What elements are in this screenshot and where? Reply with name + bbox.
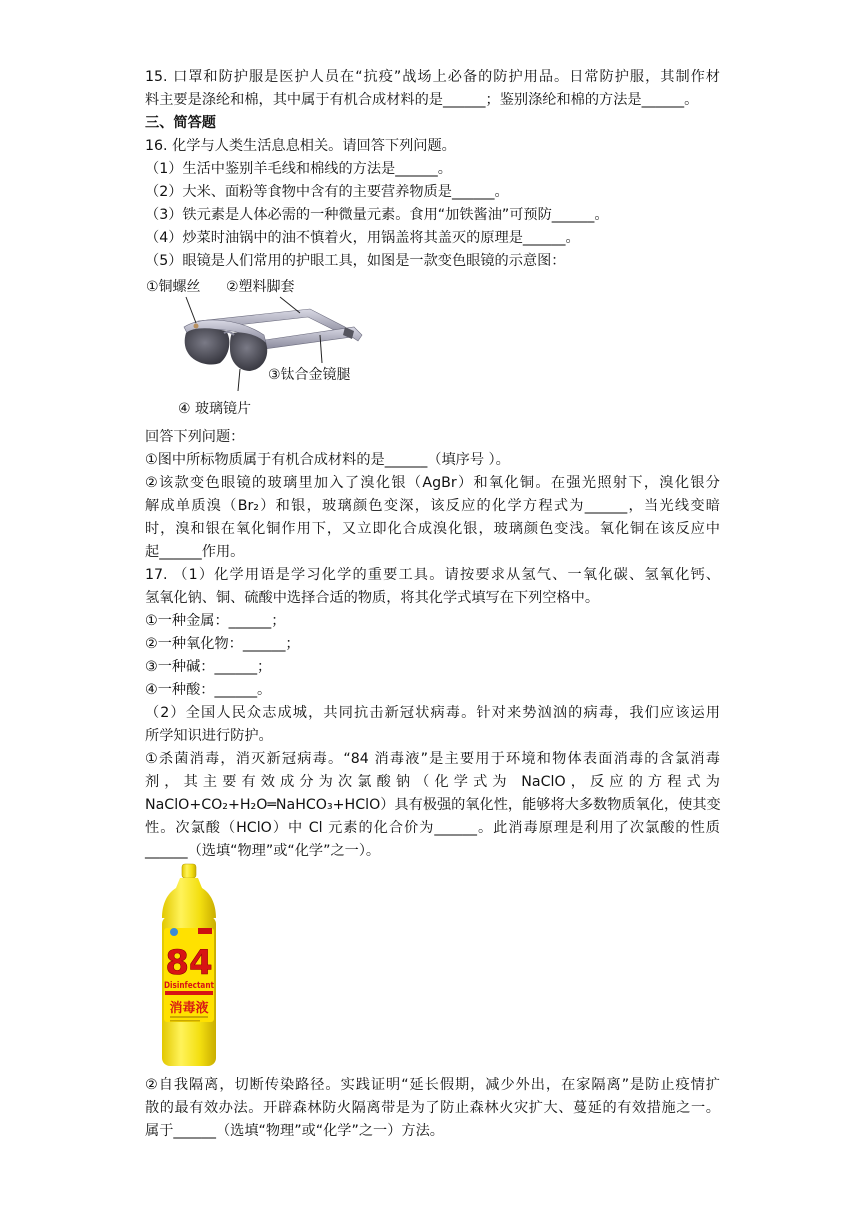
q17-isolation-line-3: 属于______（选填“物理”或“化学”之一）方法。	[145, 1123, 444, 1139]
label-plastic-sleeve: ②塑料脚套	[226, 279, 295, 295]
q17-disinfect-line-4: 性。次氯酸（HClO）中 Cl 元素的化合价为______。此消毒原理是利用了次氯酸的性质	[145, 820, 720, 836]
q17-disinfect-line-1: ①杀菌消毒，消灭新冠病毒。“84 消毒液”是主要用于环境和物体表面消毒的含氯消毒	[145, 751, 720, 767]
q16-part-4: （4）炒菜时油锅中的油不慎着火，用锅盖将其盖灭的原理是______。	[145, 230, 580, 246]
q17-item-1: ①一种金属：______；	[145, 613, 286, 629]
sunglasses-figure	[140, 275, 380, 423]
left-lens-shape	[185, 328, 230, 364]
bottle-label-cn: 消毒液	[169, 1001, 209, 1016]
q16-part-1: （1）生活中鉴别羊毛线和棉线的方法是______。	[145, 161, 452, 177]
q17-line-2: 氢氧化钠、铜、硫酸中选择合适的物质，将其化学式填写在下列空格中。	[145, 590, 600, 606]
label-copper-screw: ①铜螺丝	[146, 279, 201, 295]
q17-item-3: ③一种碱：______；	[145, 659, 272, 675]
q17-disinfect-line-2: 剂，其主要有效成分为次氯酸钠（化学式为 NaClO，反应的方程式为	[145, 774, 720, 790]
q17-part-2-line-2: 所学知识进行防护。	[145, 728, 273, 744]
q16-sub-2-line-4: 起______作用。	[145, 544, 245, 560]
q17-part-2-line-1: （2）全国人民众志成城，共同抗击新冠状病毒。针对来势汹汹的病毒，我们应该运用	[145, 705, 720, 721]
label-titanium-temple: ③钛合金镜腿	[268, 367, 351, 383]
q16-stem: 16. 化学与人类生活息息相关。请回答下列问题。	[145, 138, 456, 154]
label-glass-lens: ④ 玻璃镜片	[178, 401, 252, 417]
q16-sub-1: ①图中所标物质属于有机合成材料的是______（填序号 ）。	[145, 452, 510, 468]
section-heading: 三、简答题	[145, 115, 216, 131]
q16-sub-2-line-1: ②该款变色眼镜的玻璃里加入了溴化银（AgBr）和氧化铜。在强光照射下，溴化银分	[145, 475, 720, 491]
q16-part-2: （2）大米、面粉等食物中含有的主要营养物质是______。	[145, 184, 509, 200]
q16-sub-2-line-2: 解成单质溴（Br₂）和银，玻璃颜色变深，该反应的化学方程式为______，当光线变暗	[145, 498, 720, 514]
q15-line-1: 15. 口罩和防护服是医护人员在“抗疫”战场上必备的防护用品。日常防护服，其制作材	[145, 69, 720, 85]
q15-line-2: 料主要是涤纶和棉，其中属于有机合成材料的是______；鉴别涤纶和棉的方法是______。	[145, 92, 699, 108]
q17-isolation-line-2: 散的最有效办法。开辟森林防火隔离带是为了防止森林火灾扩大、蔓延的有效措施之一。	[145, 1100, 720, 1116]
q17-disinfect-line-5: ______（选填“物理”或“化学”之一）。	[145, 843, 381, 859]
q17-disinfect-line-3: NaClO+CO₂+H₂O═NaHCO₃+HClO）具有极强的氧化性，能够将大多数物质氧化，使其变	[145, 797, 721, 813]
q17-line-1: 17. （1）化学用语是学习化学的重要工具。请按要求从氢气、一氧化碳、氢氧化钙、	[145, 567, 720, 583]
q17-isolation-line-1: ②自我隔离，切断传染路径。实践证明“延长假期，减少外出，在家隔离”是防止疫情扩	[145, 1077, 720, 1093]
q16-sub-2-line-3: 时，溴和银在氧化铜作用下，又立即化合成溴化银，玻璃颜色变浅。氧化铜在该反应中	[145, 521, 720, 537]
q16-part-3: （3）铁元素是人体必需的一种微量元素。食用“加铁酱油”可预防______。	[145, 207, 609, 223]
disinfectant-bottle-figure	[158, 862, 224, 1072]
bottle-label-disinfectant: Disinfectant	[164, 981, 214, 991]
q17-item-4: ④一种酸：______。	[145, 682, 272, 698]
q16-part-5: （5）眼镜是人们常用的护眼工具，如图是一款变色眼镜的示意图：	[145, 253, 566, 269]
copper-screw-shape	[194, 324, 199, 329]
q16-answer-intro: 回答下列问题：	[145, 429, 245, 445]
bottle-label-84: 84	[165, 943, 213, 983]
q17-item-2: ②一种氧化物：______；	[145, 636, 300, 652]
bottle-cap-shape	[182, 864, 196, 878]
